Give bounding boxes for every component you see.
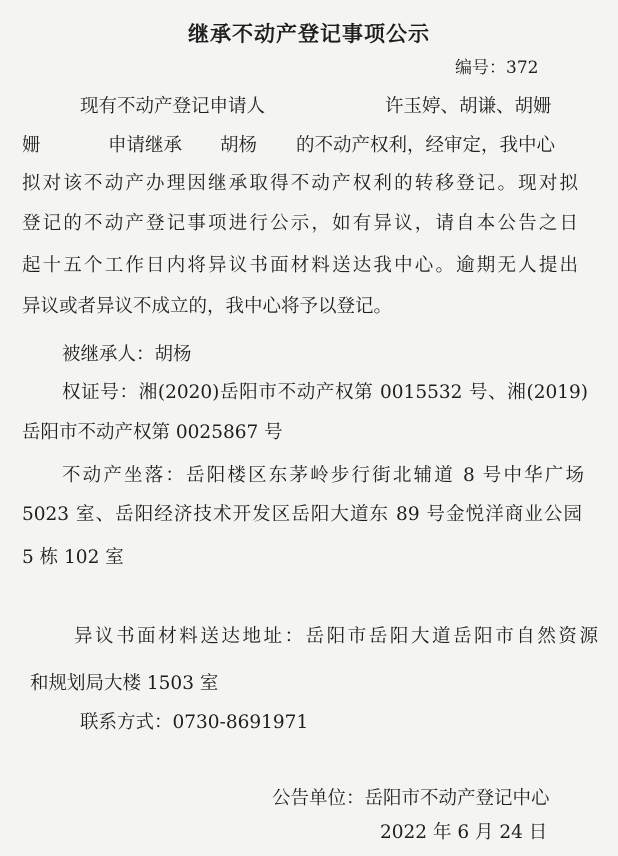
page-title: 继承不动产登记事项公示 [188,22,430,46]
date-line: 2022 年 6 月 24 日 [380,822,548,843]
serial-number: 编号：372 [455,58,539,78]
location-line-2: 5023 室、岳阳经济技术开发区岳阳大道东 89 号金悦洋商业公园 [22,504,582,525]
location-line-1: 不动产坐落：岳阳楼区东茅岭步行街北辅道 8 号中华广场 [62,465,584,486]
objection-address-line-1: 异议书面材料送达地址：岳阳市岳阳大道岳阳市自然资源 [74,626,598,647]
certificate-line-2: 岳阳市不动产权第 0025867 号 [22,422,283,443]
objection-address-line-2: 和规划局大楼 1503 室 [30,673,219,694]
paragraph-line-2-tail: 的不动产权利，经审定，我中心 [296,135,556,156]
applicant-names: 许玉婷、胡谦、胡姗 [385,96,552,117]
paragraph-line-4: 登记的不动产登记事项进行公示，如有异议，请自本公告之日 [22,213,578,234]
location-line-3: 5 栋 102 室 [22,547,124,568]
heir-line: 被继承人：胡杨 [62,344,192,365]
applicant-names-continued: 姗 [22,135,41,156]
inherit-label: 申请继承 [108,135,183,156]
paragraph-line-1-prefix: 现有不动产登记申请人 [80,96,266,117]
decedent-name: 胡杨 [220,135,258,156]
certificate-line-1: 权证号：湘(2020)岳阳市不动产权第 0015532 号、湘(2019) [62,382,588,403]
contact-line: 联系方式：0730-8691971 [80,712,309,733]
paragraph-line-6: 异议或者异议不成立的，我中心将予以登记。 [22,296,393,317]
paragraph-line-5: 起十五个工作日内将异议书面材料送达我中心。逾期无人提出 [22,255,578,276]
paragraph-line-3: 拟对该不动产办理因继承取得不动产权利的转移登记。现对拟 [22,173,578,194]
issuer-line: 公告单位：岳阳市不动产登记中心 [272,788,550,809]
